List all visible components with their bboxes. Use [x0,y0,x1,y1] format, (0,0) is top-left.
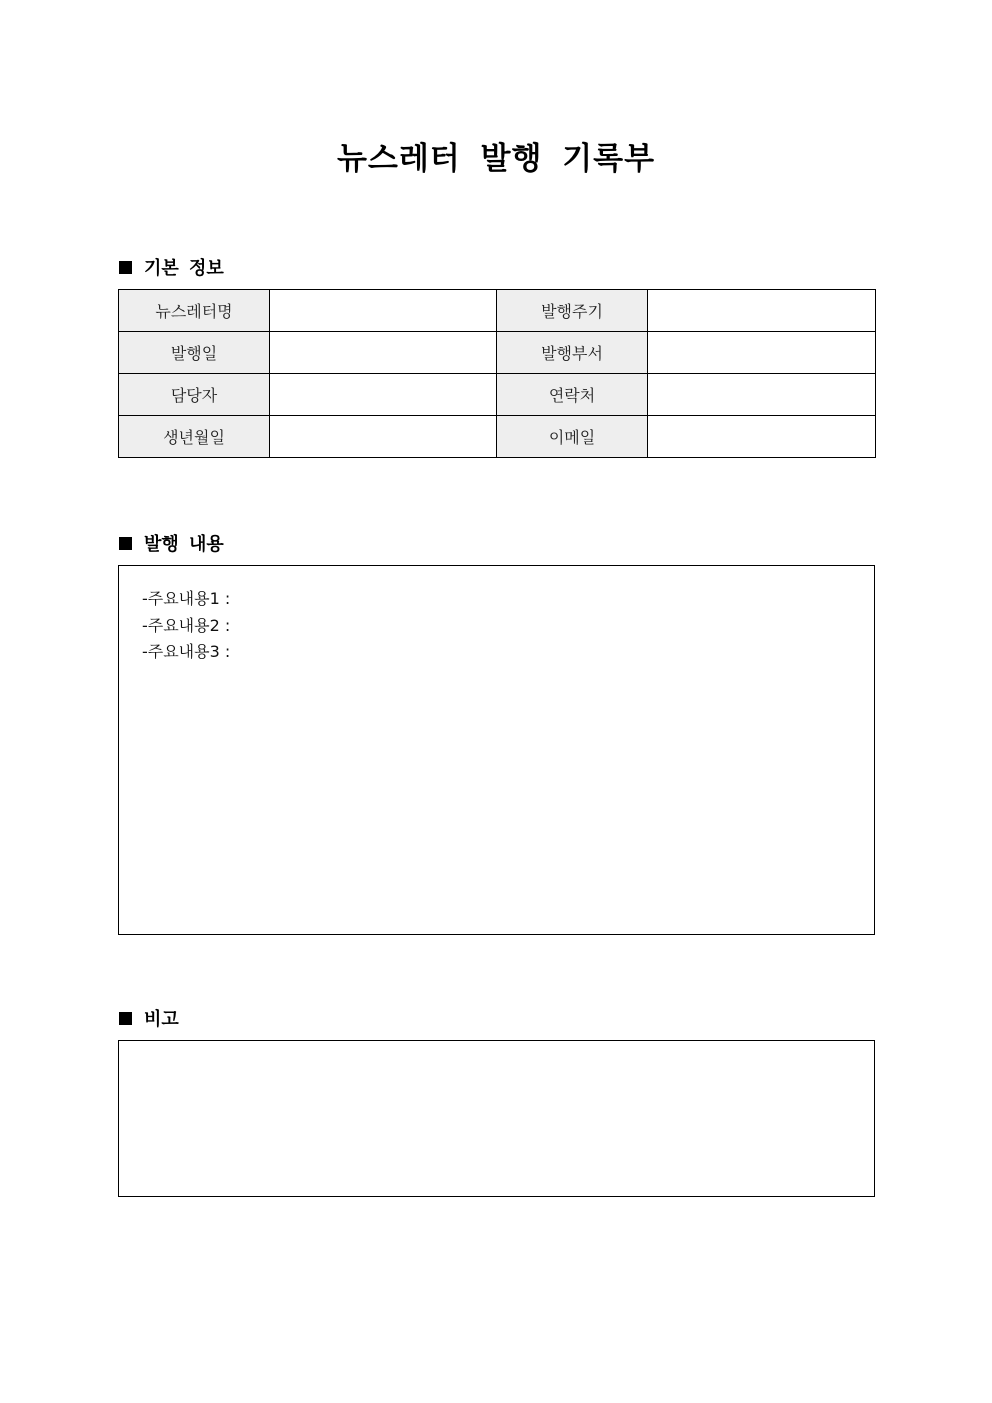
label-cell-contact: 연락처 [497,374,648,416]
remarks-box[interactable] [118,1040,875,1197]
value-cell-publish-cycle[interactable] [648,290,876,332]
section-heading-text: 비고 [144,1009,179,1030]
value-cell-publish-date[interactable] [270,332,497,374]
content-line-1: -주요내용1 : [142,589,231,608]
label-cell-newsletter-name: 뉴스레터명 [119,290,270,332]
table-row [119,374,876,416]
black-square-icon [119,537,132,550]
label-cell-email: 이메일 [497,416,648,458]
label-cell-publish-date: 발행일 [119,332,270,374]
section-heading-basic-info [119,254,224,280]
content-line-3: -주요내용3 : [142,642,231,661]
content-line-2: -주요내용2 : [142,615,231,635]
content-box[interactable] [118,565,875,935]
basic-info-table [118,289,876,458]
section-heading-text: 발행 내용 [144,534,224,555]
table-row [119,332,876,374]
label-cell-publish-cycle: 발행주기 [497,290,648,332]
value-cell-birth-date[interactable] [270,416,497,458]
section-heading-content [119,530,224,556]
content-lines [142,586,230,666]
value-cell-person-in-charge[interactable] [270,374,497,416]
label-cell-birth-date: 생년월일 [119,416,270,458]
black-square-icon [119,261,132,274]
black-square-icon [119,1012,132,1025]
label-cell-person-in-charge: 담당자 [119,374,270,416]
label-cell-publish-department: 발행부서 [497,332,648,374]
value-cell-contact[interactable] [648,374,876,416]
section-heading-remarks [119,1005,179,1031]
document-title: 뉴스레터 발행 기록부 [336,141,656,177]
value-cell-newsletter-name[interactable] [270,290,497,332]
value-cell-publish-department[interactable] [648,332,876,374]
table-row [119,416,876,458]
value-cell-email[interactable] [648,416,876,458]
table-row [119,290,876,332]
section-heading-text: 기본 정보 [144,258,224,279]
